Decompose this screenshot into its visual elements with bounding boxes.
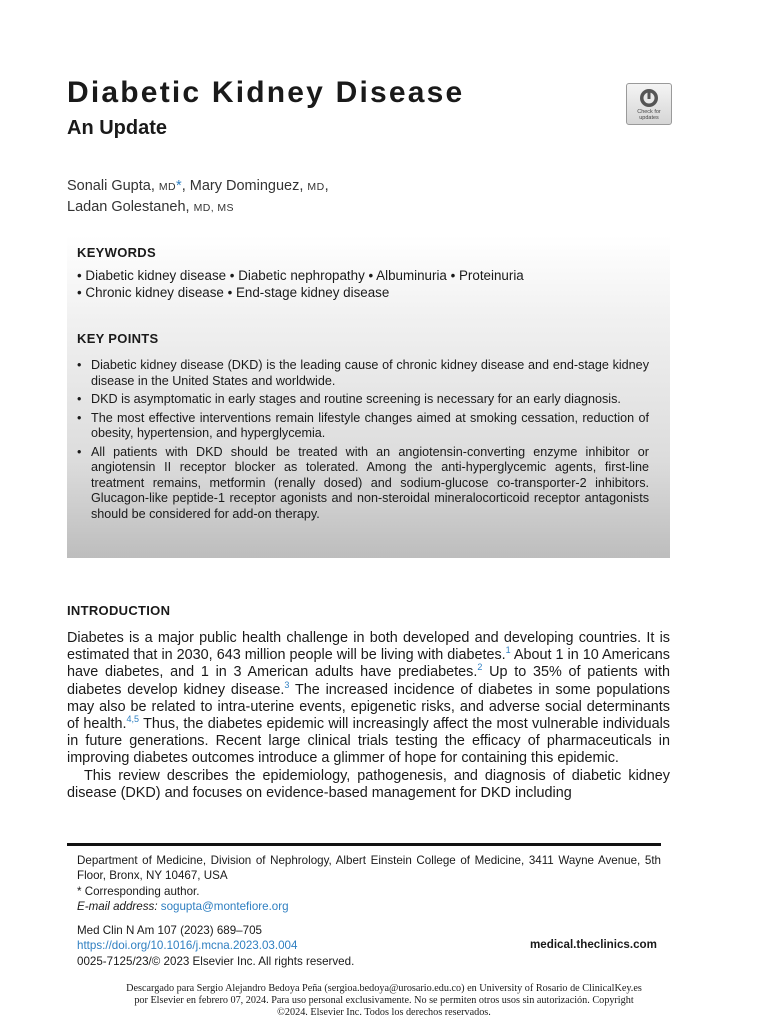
email-link[interactable]: sogupta@montefiore.org — [160, 900, 289, 914]
key-points-heading: KEY POINTS — [77, 331, 159, 346]
author-credential: MD — [158, 181, 177, 193]
affiliation-block — [77, 853, 661, 915]
introduction-body — [67, 630, 670, 802]
paragraph — [67, 630, 670, 768]
email-label: E-mail address: — [77, 900, 158, 914]
keywords-line: • Diabetic kidney disease • Diabetic nephropathy • Albuminuria • Proteinuria — [77, 268, 524, 283]
author-list — [67, 176, 329, 218]
check-for-updates-button[interactable] — [626, 83, 672, 125]
author-separator: , — [324, 178, 329, 194]
citation-block — [77, 923, 354, 969]
check-updates-label: Check for updates — [637, 109, 661, 121]
key-point-item: • All patients with DKD should be treated with an angiotensin-converting enzyme inhibitor or angiotensin II receptor blocker as tolerated. Among the anti-hyperglycemic agents, first-line treatment remains, metformin (renally dosed) and sodium-glucose co-transporter-2 inhibitors. Glucagon-like peptide-1 receptor agonists and non-steroidal mineralocorticoid receptor antagonists should be considered for add-on therapy. — [77, 445, 649, 523]
keywords-line: • Chronic kidney disease • End-stage kidney disease — [77, 285, 390, 300]
download-notice: Descargado para Sergio Alejandro Bedoya Peña (sergioa.bedoya@urosario.edu.co) en University of Rosario de ClinicalKey.es por Elsevier en febrero 07, 2024. Para uso personal exclusivamente. No se permiten otros usos sin autorización. Copyright ©2024. Elsevier Inc. Todos los derechos reservados. — [126, 983, 642, 1018]
citation-link[interactable]: 3 — [284, 679, 290, 690]
sentence: Diabetes is a major public health challenge in both developed and developing countries. It is estimated that in 2030, 643 million people will be living with diabetes. — [67, 630, 670, 664]
introduction-heading: INTRODUCTION — [67, 603, 171, 618]
author-credential: MD — [307, 181, 325, 193]
author-name: Sonali Gupta, — [67, 178, 155, 194]
author-credential: MD, MS — [193, 202, 234, 214]
journal-site[interactable]: medical.theclinics.com — [530, 938, 657, 951]
corresponding-mark[interactable]: * — [176, 178, 182, 194]
citation-link[interactable]: 4,5 — [126, 714, 140, 725]
doi-link[interactable]: https://doi.org/10.1016/j.mcna.2023.03.004 — [77, 939, 298, 953]
affiliation: Department of Medicine, Division of Nephrology, Albert Einstein College of Medicine, 3411 Wayne Avenue, 5th Floor, Bronx, NY 10467, USA — [77, 854, 661, 883]
sentence: The increased incidence of diabetes in some populations may also be related to intra-uterine events, epigenetic risks, and adverse social determinants of health. — [67, 681, 670, 733]
copyright-line: 0025-7125/23/© 2023 Elsevier Inc. All rights reserved. — [77, 954, 355, 968]
journal-citation: Med Clin N Am 107 (2023) 689–705 — [77, 924, 262, 937]
corresponding-author-note: * Corresponding author. — [77, 884, 200, 898]
sentence: About 1 in 10 Americans have diabetes, and 1 in 3 American adults have prediabetes. — [67, 647, 670, 681]
check-updates-icon — [638, 87, 660, 109]
key-point-item: • Diabetic kidney disease (DKD) is the leading cause of chronic kidney disease and end-stage kidney disease in the United States and worldwide. — [77, 358, 649, 389]
sentence: Thus, the diabetes epidemic will increasingly affect the most vulnerable individuals in future generations. Recent large clinical trials testing the efficacy of pharmaceuticals in improving diabetes outcomes introduce a glimmer of hope for containing this epidemic. — [67, 716, 670, 767]
footer-divider — [67, 843, 661, 846]
author-name: Ladan Golestaneh, — [67, 199, 190, 215]
key-points-list — [77, 358, 649, 525]
citation-link[interactable]: 1 — [505, 645, 511, 656]
article-subtitle: An Update — [67, 117, 167, 139]
key-point-item: • The most effective interventions remain lifestyle changes aimed at smoking cessation, reduction of obesity, hypertension, and hyperglycemia. — [77, 411, 649, 442]
keywords-heading: KEYWORDS — [77, 245, 156, 260]
author-name: , Mary Dominguez, — [181, 178, 304, 194]
key-point-item: • DKD is asymptomatic in early stages and routine screening is necessary for an early diagnosis. — [77, 392, 649, 408]
citation-link[interactable]: 2 — [477, 662, 483, 673]
sentence: Up to 35% of patients with diabetes develop kidney disease. — [67, 664, 670, 698]
paragraph: This review describes the epidemiology, pathogenesis, and diagnosis of diabetic kidney disease (DKD) and focuses on evidence-based management for DKD including — [67, 767, 670, 801]
article-title: Diabetic Kidney Disease — [67, 76, 465, 109]
keywords-keypoints-box — [67, 236, 670, 558]
